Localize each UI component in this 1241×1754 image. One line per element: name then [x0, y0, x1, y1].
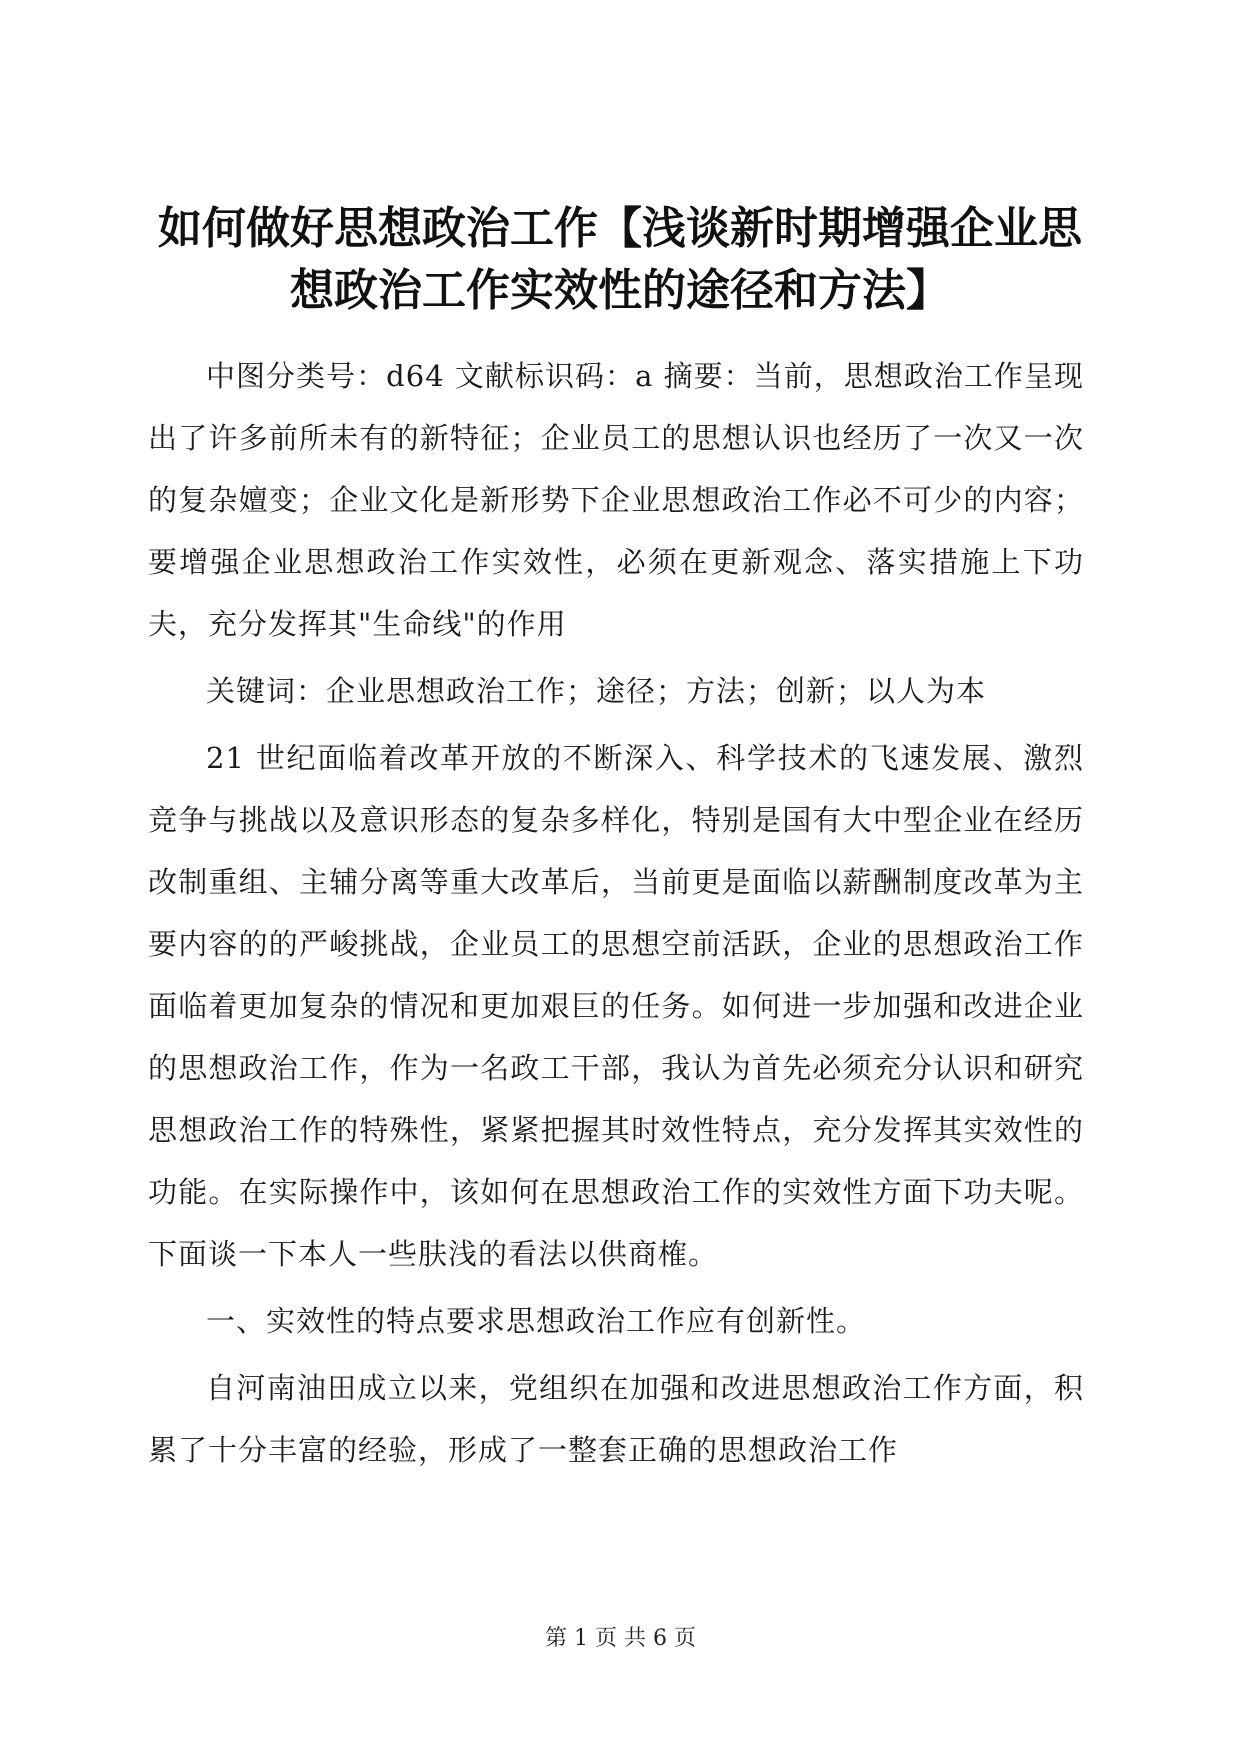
- keywords-paragraph: 关键词：企业思想政治工作；途径；方法；创新；以人为本: [206, 674, 987, 708]
- page-footer: [0, 1624, 1241, 1654]
- document-title: 如何做好思想政治工作【浅谈新时期增强企业思想政治工作实效性的途径和方法】: [158, 203, 1082, 316]
- abstract-paragraph: 中图分类号：d64 文献标识码：a 摘要：当前，思想政治工作呈现出了许多前所未有的新特征；企业员工的思想认识也经历了一次又一次的复杂嬗变；企业文化是新形势下企业思想政治工作必不可少的内容；要增强企业思想政治工作实效性，必须在更新观念、落实措施上下功夫，充分发挥其"生命线"的作用: [148, 359, 1084, 641]
- document-body: [148, 345, 1084, 1481]
- body-paragraph: 21 世纪面临着改革开放的不断深入、科学技术的飞速发展、激烈竞争与挑战以及意识形态的复杂多样化，特别是国有大中型企业在经历改制重组、主辅分离等重大改革后，当前更是面临以薪酬制度改革为主要内容的的严峻挑战，企业员工的思想空前活跃，企业的思想政治工作面临着更加复杂的情况和更加艰巨的任务。如何进一步加强和改进企业的思想政治工作，作为一名政工干部，我认为首先必须充分认识和研究思想政治工作的特殊性，紧紧把握其时效性特点，充分发挥其实效性的功能。在实际操作中，该如何在思想政治工作的实效性方面下功夫呢。下面谈一下本人一些肤浅的看法以供商榷。: [148, 741, 1084, 1271]
- section-heading: 一、实效性的特点要求思想政治工作应有创新性。: [206, 1304, 867, 1338]
- body-paragraph: 自河南油田成立以来，党组织在加强和改进思想政治工作方面，积累了十分丰富的经验，形成了一整套正确的思想政治工作: [148, 1371, 1084, 1467]
- page-indicator: 第 1 页 共 6 页: [545, 1626, 696, 1651]
